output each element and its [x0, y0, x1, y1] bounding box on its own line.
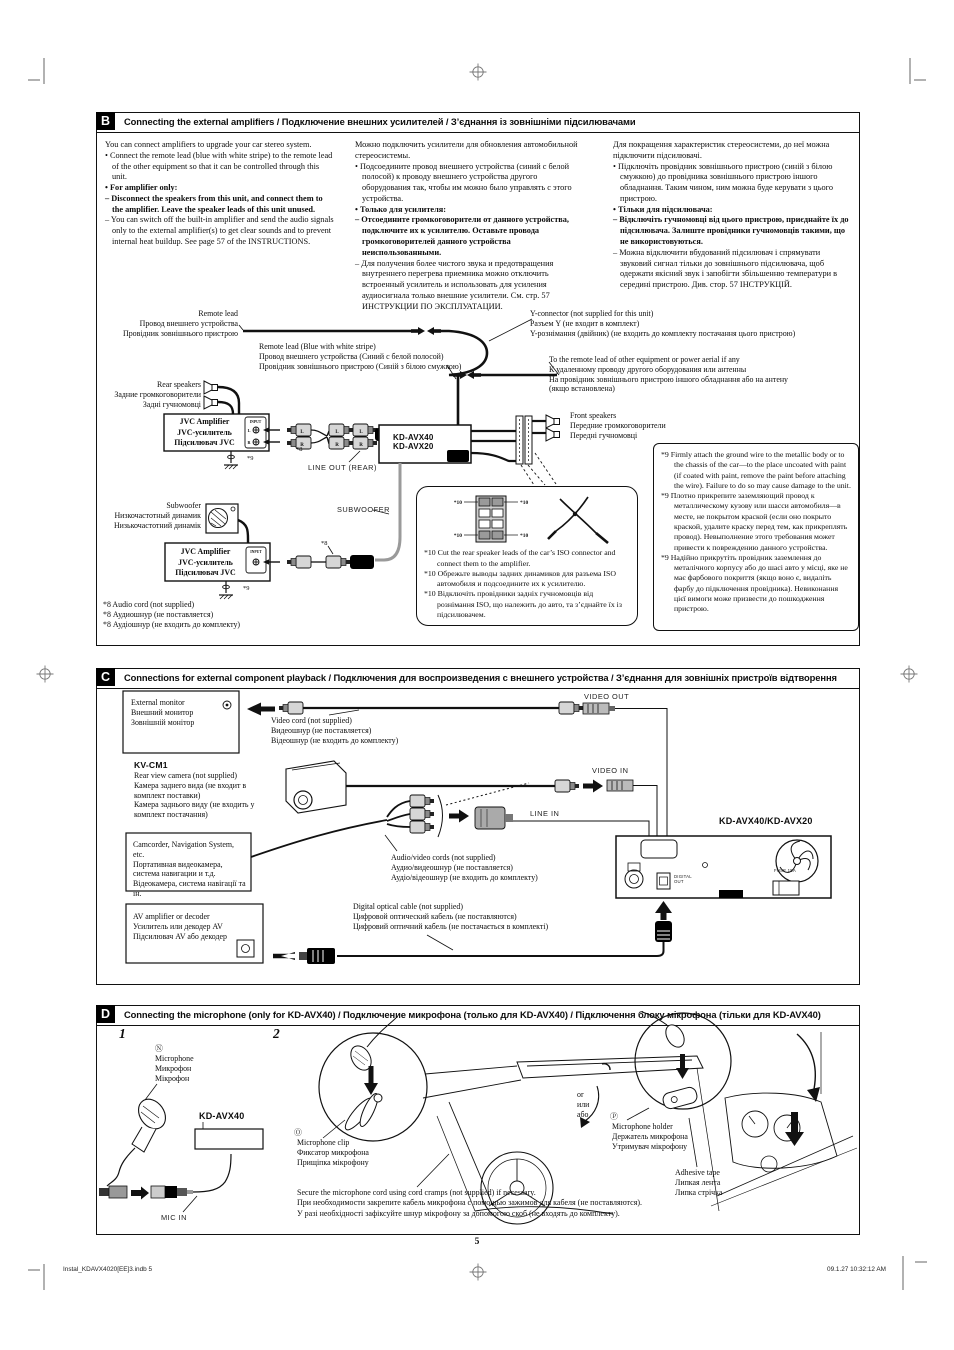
note-10-line: *10 Cut the rear speaker leads of the car’s ISO connector and connect them to the amplifier. [424, 548, 616, 568]
footnote-marker: *9 [243, 585, 250, 592]
rca-letter: L [300, 430, 304, 435]
microphone-label [155, 1054, 194, 1083]
label-line: Audio/video cords (not supplied) [391, 853, 496, 862]
line-out-rear-label: LINE OUT (REAR) [308, 463, 377, 472]
label-line: К удаленному проводу другого оборудования или антенны [549, 364, 747, 374]
label-line: KD-AVX40 [393, 433, 434, 442]
kv-cm1-model-label: KV-CM1 [134, 760, 168, 770]
paragraph: • Connect the remote lead (blue with white stripe) to the remote lead of the other equipment so that it can be controlled through this unit. [105, 150, 333, 182]
label-line: Rear view camera (not supplied) [134, 771, 237, 780]
label-line: Провідник зовнішнього пристрою (Синій з білою смужкою) [259, 361, 462, 371]
paragraph: Для покращення характеристик стереосистеми, до неї можна підключити підсилювачі. [613, 140, 830, 160]
label-line: Внешний монитор [131, 707, 194, 717]
label-line: Камера заднего вида (не входит в комплект поставки) [134, 780, 247, 800]
footnote-marker: *10 [520, 533, 529, 539]
footnote-marker: *8 [296, 446, 303, 453]
label-line: Провод внешнего устройства [139, 318, 238, 328]
paragraph: • For amplifier only: [105, 183, 178, 193]
note-10-line: *10 Відключіть провідники задніх гучномовців від рознімання ISO, що належить до авто, та з’єднайте їх із підсилювачем. [424, 589, 622, 619]
section-d-letter: D [96, 1005, 115, 1023]
label-line: JVC Amplifier [179, 417, 230, 426]
section-b-letter: B [96, 112, 115, 130]
label-line: Video cord (not supplied) [271, 716, 352, 725]
optical-cable-label [353, 902, 548, 931]
step-1-number: 1 [119, 1026, 126, 1041]
label-line: Передние громкоговорители [570, 420, 666, 430]
mic-in-port-label: MIC IN [161, 1213, 187, 1222]
external-monitor-label [131, 698, 194, 727]
label-line: To the remote lead of other equipment or power aerial if any [549, 355, 740, 364]
label-line: Subwoofer [166, 501, 201, 510]
rca-letter: R [359, 443, 363, 448]
section-b-panel [96, 112, 860, 646]
video-in-port-label: VIDEO IN [592, 766, 629, 775]
note-9-line: *9 Firmly attach the ground wire to the metallic body or to the chassis of the car—to the place uncoated with paint (if coated with paint, remove the paint before attaching the wire). Failure to do so may cause damage to the unit. [661, 450, 851, 490]
label-line: Микрофон [155, 1063, 192, 1073]
section-c-title: Connections for external component playback / Подключения для воспроизведения с внешнего устройства / З’єднання для зовнішніх пристроїв відтворення [124, 672, 837, 683]
footer-filename: Instal_KDAVX4020[EE]3.indb 5 [63, 1266, 153, 1273]
label-line: Microphone clip [297, 1138, 350, 1147]
label-line: Remote lead (Blue with white stripe) [259, 342, 376, 351]
label-line: *8 Аудиошнур (не поставляется) [103, 609, 214, 619]
label-line: Видеошнур (не поставляется) [271, 725, 372, 735]
label-line: Усилитель или декодер AV [133, 921, 223, 931]
microphone-holder-mark: Ⓟ [610, 1112, 618, 1121]
label-line: или [577, 1099, 590, 1109]
input-port-label: INPUT [250, 550, 262, 554]
label-line: Задние громкоговорители [114, 389, 201, 399]
paragraph: • Только для усилителя: [355, 204, 446, 214]
paragraph: – Можна відключити вбудований підсилювач і спрямувати звуковий сигнал тільки до зовнішнього підсилювача, щоб одержати якісний звук і запобігти збільшенню температури в середині пристрою. Див. стор. 57 ІНСТРУКЦІЙ. [613, 247, 838, 290]
paragraph: – Отсоедините громкоговорители от данного устройства, подключите их к усилителю. Оставьте провода громкоговорителей данного устройства неиспользованными. [355, 215, 569, 257]
unit-model-label [393, 433, 434, 452]
microphone-mark: Ⓝ [155, 1044, 163, 1053]
paragraph: – Disconnect the speakers from this unit, and connect them to the amplifier. Leave the speaker leads of this unit unused. [105, 193, 323, 214]
jvc-amplifier-label [167, 547, 244, 579]
label-line: AV amplifier or decoder [133, 912, 210, 921]
label-line: Цифровий оптичний кабель (не постачається в комплекті) [353, 921, 549, 931]
unit-model-label: KD-AVX40 [199, 1111, 245, 1121]
label-line: Аудио/видеошнур (не поставляется) [391, 862, 513, 872]
label-line: Remote lead [198, 309, 238, 318]
label-line: Держатель микрофона [612, 1131, 688, 1141]
label-line: Камера заднього виду (не входить у комплект постачання) [134, 800, 255, 820]
secure-cord-note [297, 1188, 643, 1219]
paragraph: • Подсоедините провод внешнего устройства (синий с белой полосой) к проводу внешнего устройства другого оборудования так, чтобы им можно было управлять с этого устройства. [355, 161, 572, 203]
note-line: У разі необхідності зафіксуйте шнур мікрофону за допомогою скоб (не входять до комплекту). [297, 1208, 620, 1218]
rear-speakers-label [105, 380, 201, 409]
video-out-port-label: VIDEO OUT [584, 692, 630, 701]
label-line: JVC-усилитель [178, 557, 233, 567]
label-line: Microphone holder [612, 1122, 673, 1131]
label-line: Передні гучномовці [570, 430, 638, 440]
label-line: або [577, 1109, 589, 1119]
rca-letter: L [335, 430, 339, 435]
adhesive-tape-label [675, 1168, 722, 1197]
label-line: Зовнішній монітор [131, 717, 195, 727]
rca-letter: L [359, 430, 363, 435]
label-line: KD-AVX20 [393, 442, 434, 452]
label-line: Прищіпка мікрофону [297, 1157, 369, 1167]
paragraph: – Для получения более чистого звука и предотвращения внутреннего перегрева приемника можно отключить встроенный усилитель и использовать для усиления аудиосигнала только внешние усилители. См. стр. 57 ИНСТРУКЦИИ ПО ЭКСПЛУАТАЦИИ. [355, 258, 554, 311]
label-line: Camcorder, Navigation System, etc. [133, 840, 234, 859]
paragraph: Можно подключить усилители для обновления автомобильной стереосистемы. [355, 140, 578, 160]
label-line: Front speakers [570, 411, 617, 420]
label-line: Rear speakers [156, 380, 201, 389]
note-9-line: *9 Надійно прикрутіть провідник заземлення до металічного корпусу або до шасі авто у місці, яке не має фарбового покриття (якщо воно є, видаліть фарбу до підключення провідника). Невиконання цієї вимоги може призвести до пошкодження пристрою. [661, 552, 848, 614]
iso-connector-cut-illustration [424, 493, 624, 545]
wire-cutter-icon [548, 497, 608, 543]
or-label [577, 1090, 589, 1119]
label-line: Відеокамера, система навігації та ін. [133, 879, 246, 898]
label-line: or [577, 1090, 584, 1099]
paragraph: You can connect amplifiers to upgrade your car stereo system. [105, 140, 312, 149]
paragraph: • Тільки для підсилювача: [613, 204, 713, 214]
label-line: JVC Amplifier [180, 547, 231, 556]
jvc-amplifier-label [166, 417, 243, 449]
note-9-line: *9 Плотно прикрепите заземляющий провод к металлическому кузову или шасси автомобиля—в месте, не покрытом краской (если оно покрыто краской, удалите краску перед тем, как прикреплять провод). Невыполнение этого требования может привести к повреждению данного устройства. [661, 491, 848, 552]
av-cords-label [391, 853, 538, 882]
jack-letter: L [247, 428, 251, 433]
note-line: При необходимости закрепите кабель микрофона с помощью зажимов для кабеля (не поставляются). [297, 1198, 643, 1208]
footnote-marker: *10 [453, 500, 462, 506]
rca-letter: R [335, 443, 339, 448]
jack-letter: R [247, 440, 251, 445]
to-remote-lead-label [549, 355, 788, 394]
y-connector-label [530, 309, 795, 338]
audio-cord-note [103, 600, 240, 629]
label-line: Adhesive tape [675, 1168, 720, 1177]
fuse-label: FUSE 15A [774, 868, 796, 873]
label-line: Фиксатор микрофона [297, 1147, 369, 1157]
label-line: Липка стрічка [675, 1187, 723, 1197]
label-line: Y-рознімання (двійник) (не входить до комплекту постачання цього пристрою) [530, 328, 796, 338]
label-line: Відеошнур (не входить до комплекту) [271, 735, 399, 745]
label-line: Digital optical cable (not supplied) [353, 902, 463, 911]
label-line: Разъем Y (не входит в комплект) [530, 318, 640, 328]
note-line: Secure the microphone cord using cord cramps (not supplied) if necessary. [297, 1188, 536, 1197]
label-line: JVC-усилитель [177, 427, 232, 437]
remote-lead-blue-label [259, 342, 461, 371]
front-speakers-label [570, 411, 666, 440]
rca-letter: R [300, 443, 304, 448]
label-line: Мікрофон [155, 1073, 190, 1083]
footnote-marker: *8 [321, 540, 328, 547]
label-line: Провод внешнего устройства (Синий с белой полосой) [259, 351, 444, 361]
label-line: Провідник зовнішнього пристрою [123, 328, 238, 338]
step-2-number: 2 [273, 1026, 280, 1041]
av-amplifier-label [133, 912, 227, 941]
label-line: Портативная видеокамера, система навигации и т.д. [133, 859, 223, 879]
unit-model-label: KD-AVX40/KD-AVX20 [719, 816, 813, 826]
page-number: 5 [474, 1237, 480, 1247]
section-b-title: Connecting the external amplifiers / Подключение внешних усилителей / З’єднання із зовнішніми підсилювачами [124, 116, 636, 127]
label-line: На провідник зовнішнього пристрою іншого обладнання або на антену [549, 374, 788, 384]
digital-out-port-label: DIGITAL OUT [674, 874, 692, 884]
microphone-clip-label [297, 1138, 369, 1167]
label-line: Цифровой оптический кабель (не поставляются) [353, 911, 517, 921]
footnote-marker: *9 [247, 455, 254, 462]
label-line: *8 Аудіошнур (не входить до комплекту) [103, 619, 241, 629]
label-line: Задні гучномовці [142, 399, 201, 409]
line-in-port-label: LINE IN [530, 809, 560, 818]
label-line: Аудіо/відеошнур (не входить до комплекту) [391, 872, 538, 882]
section-c-letter: C [96, 668, 115, 686]
label-line: Y-connector (not supplied for this unit) [530, 309, 654, 318]
iso-cut-notebox [416, 486, 638, 626]
section-c-panel [96, 668, 860, 985]
video-cord-label [271, 716, 398, 745]
section-d-panel [96, 1005, 860, 1235]
footnote-marker: *10 [520, 500, 529, 506]
label-line: Підсилювач JVC [174, 438, 235, 448]
label-line: Низькочастотний динамік [113, 520, 201, 530]
rear-camera-label [134, 771, 264, 820]
label-line: External monitor [131, 698, 185, 707]
microphone-clip-mark: Ⓞ [294, 1128, 302, 1137]
label-line: Утримувач мікрофону [612, 1141, 688, 1151]
paragraph: – Відключіть гучномовці від цього пристрою, приєднайте їх до підсилювача. Залиште провідники гучномовців такими, що не використовуються. [613, 215, 849, 247]
label-line: Підсилювач AV або декодер [133, 931, 227, 941]
label-line: Липкая лента [675, 1177, 721, 1187]
note-10-line: *10 Обрежьте выводы задних динамиков для разъема ISO автомобиля и подсоедините их к усилителю. [424, 568, 616, 589]
paragraph: • Підключіть провідник зовнішнього пристрою (синій з білою смужкою) до провідника зовнішнього пристрою іншого обладнання. Таким чином, ним можна буде керувати з цього пристрою. [613, 161, 833, 203]
footer-timestamp: 09.1.27 10:32:12 AM [827, 1266, 886, 1273]
footnote-marker: *10 [453, 533, 462, 539]
microphone-holder-label [612, 1122, 688, 1151]
subwoofer-label [101, 501, 201, 530]
subwoofer-port-label: SUBWOOFER [337, 505, 390, 514]
label-line: *8 Audio cord (not supplied) [103, 600, 195, 609]
label-line: Microphone [155, 1054, 194, 1063]
ground-wire-notebox [653, 443, 859, 631]
remote-lead-label [105, 309, 238, 338]
camcorder-label [133, 840, 247, 899]
label-line: (якщо встановлена) [549, 384, 615, 394]
paragraph: – You can switch off the built-in amplifier and send the audio signals only to the external amplifier(s) to get clear sounds and to prevent internal heat buildup. See page 57 of the INSTRUCTIONS. [105, 215, 334, 247]
label-line: Підсилювач JVC [175, 568, 236, 578]
input-port-label: INPUT [249, 420, 262, 424]
label-line: Низкочастотный динамик [114, 510, 201, 520]
section-d-title: Connecting the microphone (only for KD-AVX40) / Подключение микрофона (только для KD-AVX40) / Підключення блоку мікрофона (тільки для KD-AVX40) [124, 1009, 821, 1020]
